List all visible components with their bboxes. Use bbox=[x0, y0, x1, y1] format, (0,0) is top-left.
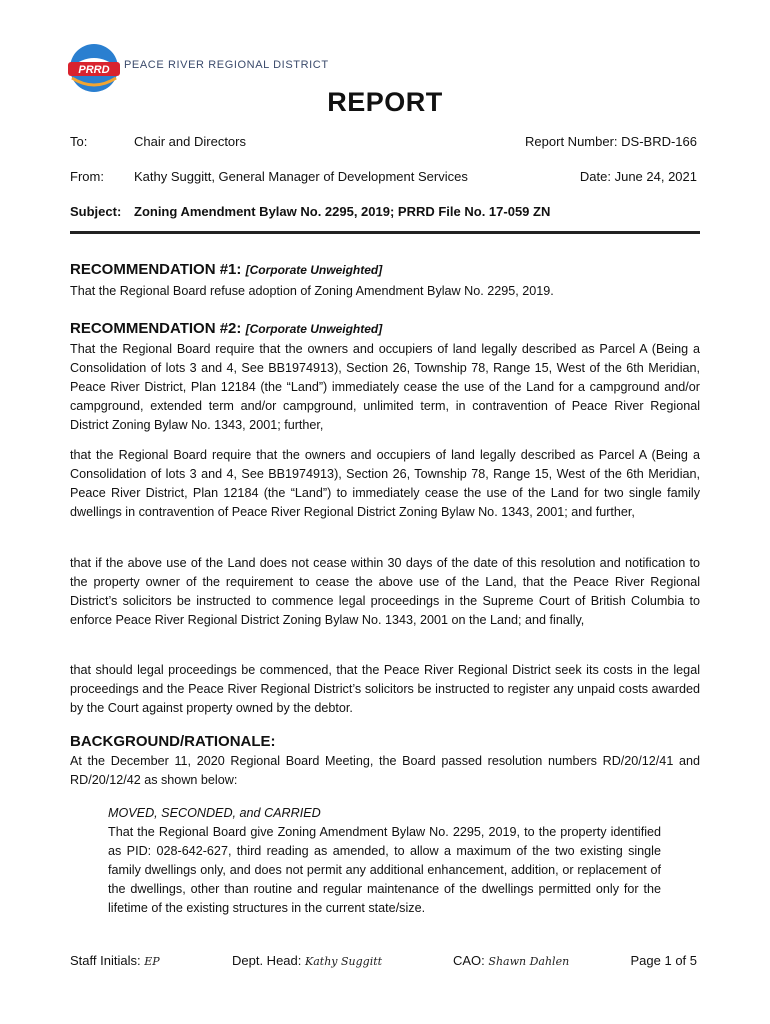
cao-signature: Shawn Dahlen bbox=[488, 955, 570, 968]
recommendation-1-heading bbox=[70, 261, 382, 278]
dept-head-signature: Kathy Suggitt bbox=[305, 955, 383, 968]
org-name: PEACE RIVER REGIONAL DISTRICT bbox=[124, 59, 329, 71]
header-divider bbox=[70, 231, 700, 234]
from-value: Kathy Suggitt, General Manager of Development Services bbox=[134, 169, 468, 184]
report-date: Date: June 24, 2021 bbox=[579, 169, 697, 184]
recommendation-2-paragraph-1: That the Regional Board require that the owners and occupiers of land legally described as Parcel A (Being a Consolidation of lots 3 and 4, See BB1974913), Section 26, Township 78, Range 15, West of the 6th Meridian, Peace River District, Plan 12184 (the “Land”) immediately cease the use of the Land for a campground and/or campground, extended term and/or campground, unlimited term, in contravention of Peace River Regional District Zoning Bylaw No. 1343, 2001; further, bbox=[70, 342, 700, 432]
quote-text: That the Regional Board give Zoning Amendment Bylaw No. 2295, 2019, to the property identified as PID: 028-642-627, third reading as amended, to allow a maximum of the two existing single family dwellings only, and does not permit any additional enhancement, addition, or replacement of the dwellings, other than routine and regular maintenance of the dwellings permitted only for the lifetime of the existing structures in the current state/size. bbox=[108, 825, 661, 915]
background-text: At the December 11, 2020 Regional Board Meeting, the Board passed resolution numbers RD/20/12/41 and RD/20/12/42 as shown below: bbox=[70, 754, 700, 787]
cao-label: CAO: bbox=[453, 953, 485, 968]
recommendation-2-paragraph-3: that if the above use of the Land does not cease within 30 days of the date of this resolution and notification to the property owner of the requirement to cease the above use of the Land, that the Peace River Regional District’s solicitors be instructed to commence legal proceedings in the Supreme Court of British Columbia to enforce Peace River Regional District Zoning Bylaw No. 1343, 2001 on the Land; and finally, bbox=[70, 556, 700, 627]
recommendation-1-tag: [Corporate Unweighted] bbox=[245, 263, 383, 277]
recommendation-2-paragraph-4: that should legal proceedings be commenced, that the Peace River Regional District seek its costs in the legal proceedings and the Peace River Regional District’s solicitors be instructed to register any unpaid costs awarded by the Court against property owned by the debtor. bbox=[70, 663, 700, 715]
recommendation-2-paragraph-2: that the Regional Board require that the owners and occupiers of land legally described as Parcel A (Being a Consolidation of lots 3 and 4, See BB1974913), Section 26, Township 78, Range 15, West of the 6th Meridian, Peace River District, Plan 12184 (the “Land”) to immediately cease the use of the Land for two single family dwellings in contravention of Peace River Regional District Zoning Bylaw No. 1343, 2001; and further, bbox=[70, 448, 700, 519]
quote-heading: MOVED, SECONDED, and CARRIED bbox=[108, 806, 321, 820]
staff-initials-signature: EP bbox=[144, 955, 160, 968]
report-number: Report Number: DS-BRD-166 bbox=[525, 134, 697, 149]
recommendation-1-text: That the Regional Board refuse adoption of Zoning Amendment Bylaw No. 2295, 2019. bbox=[70, 284, 554, 298]
from-label: From: bbox=[70, 169, 104, 184]
background-heading: BACKGROUND/RATIONALE: bbox=[70, 733, 276, 750]
recommendation-2-heading bbox=[70, 320, 382, 337]
to-label: To: bbox=[70, 134, 88, 149]
to-value: Chair and Directors bbox=[134, 134, 246, 149]
dept-head-label: Dept. Head: bbox=[232, 953, 302, 968]
resolution-quote bbox=[108, 804, 661, 918]
subject-label: Subject: bbox=[70, 204, 122, 219]
staff-initials-label: Staff Initials: bbox=[70, 953, 141, 968]
subject-value: Zoning Amendment Bylaw No. 2295, 2019; PRRD File No. 17-059 ZN bbox=[134, 204, 551, 219]
recommendation-1-title: RECOMMENDATION #1: bbox=[70, 261, 242, 278]
page-number: Page 1 of 5 bbox=[630, 953, 697, 968]
footer-cao bbox=[453, 953, 569, 968]
report-title: REPORT bbox=[327, 87, 443, 117]
footer-dept-head bbox=[232, 953, 382, 968]
recommendation-2-tag: [Corporate Unweighted] bbox=[245, 322, 383, 336]
recommendation-2-title: RECOMMENDATION #2: bbox=[70, 320, 242, 337]
logo-abbr: PRRD bbox=[78, 64, 110, 76]
footer-staff-initials bbox=[70, 953, 160, 968]
